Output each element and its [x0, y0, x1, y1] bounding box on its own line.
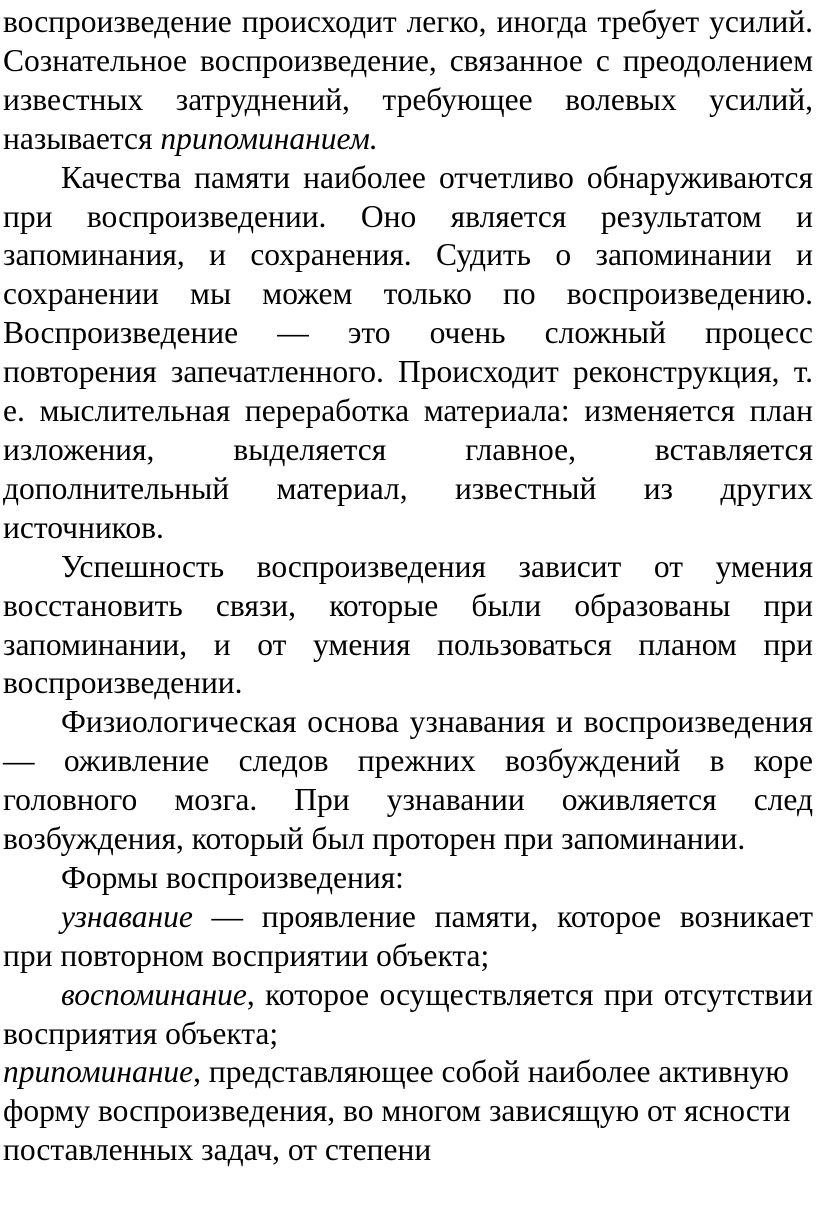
- text-run: Качества памяти наиболее отчетливо обнаруживаются при воспроизведении. Оно является результатом и запоминания, и сохранения. Судить о запоминании и сохранении мы можем только по воспроизведению. Воспроизведение — это очень сложный процесс повторения запечатленного. Происходит реконструкция, т. е. мыслительная переработка материала: изменяется план изложения, выделяется главное, вставляется дополнительный материал, известный из других источников.: [3, 159, 813, 545]
- text-run: , представляющее собой наиболее активную форму воспроизведения, во многом зависящую от ясности поставленных задач, от степени: [3, 1054, 791, 1168]
- paragraph-reproduction-success: [3, 548, 813, 704]
- paragraph-form-recollection: [3, 1053, 813, 1170]
- text-run: Формы воспроизведения:: [61, 859, 404, 895]
- paragraph-forms-heading: [3, 859, 813, 898]
- italic-term-vospominanie: воспоминание: [61, 976, 247, 1012]
- text-run: Физиологическая основа узнавания и воспроизведения — оживление следов прежних возбуждений в коре головного мозга. При узнавании оживляется след возбуждения, который был проторен при запоминании.: [3, 704, 813, 857]
- paragraph-physiological-basis: [3, 703, 813, 859]
- italic-term-pripominanie-form: припоминание: [3, 1054, 194, 1090]
- italic-term-uznavanie: узнавание: [61, 898, 193, 934]
- italic-term-pripominanie: припоминанием.: [160, 120, 378, 156]
- paragraph-form-recognition: [3, 898, 813, 976]
- text-run: Успешность воспроизведения зависит от умения восстановить связи, которые были образованы при запоминании, и от умения пользоваться планом при воспроизведении.: [3, 548, 813, 701]
- document-page: [3, 0, 813, 1170]
- text-run: воспроизведение происходит легко, иногда требует усилий. Сознательное воспроизведение, связанное с преодолением известных затруднений, требующее волевых усилий, называется: [3, 4, 813, 156]
- paragraph-memory-qualities: [3, 159, 813, 548]
- text-run: , которое осуществляется при отсутствии восприятия объекта;: [3, 976, 813, 1051]
- paragraph-form-remembrance: [3, 976, 813, 1054]
- paragraph-recall-definition: [3, 3, 813, 159]
- text-run: — проявление памяти, которое возникает при повторном восприятии объекта;: [3, 898, 813, 973]
